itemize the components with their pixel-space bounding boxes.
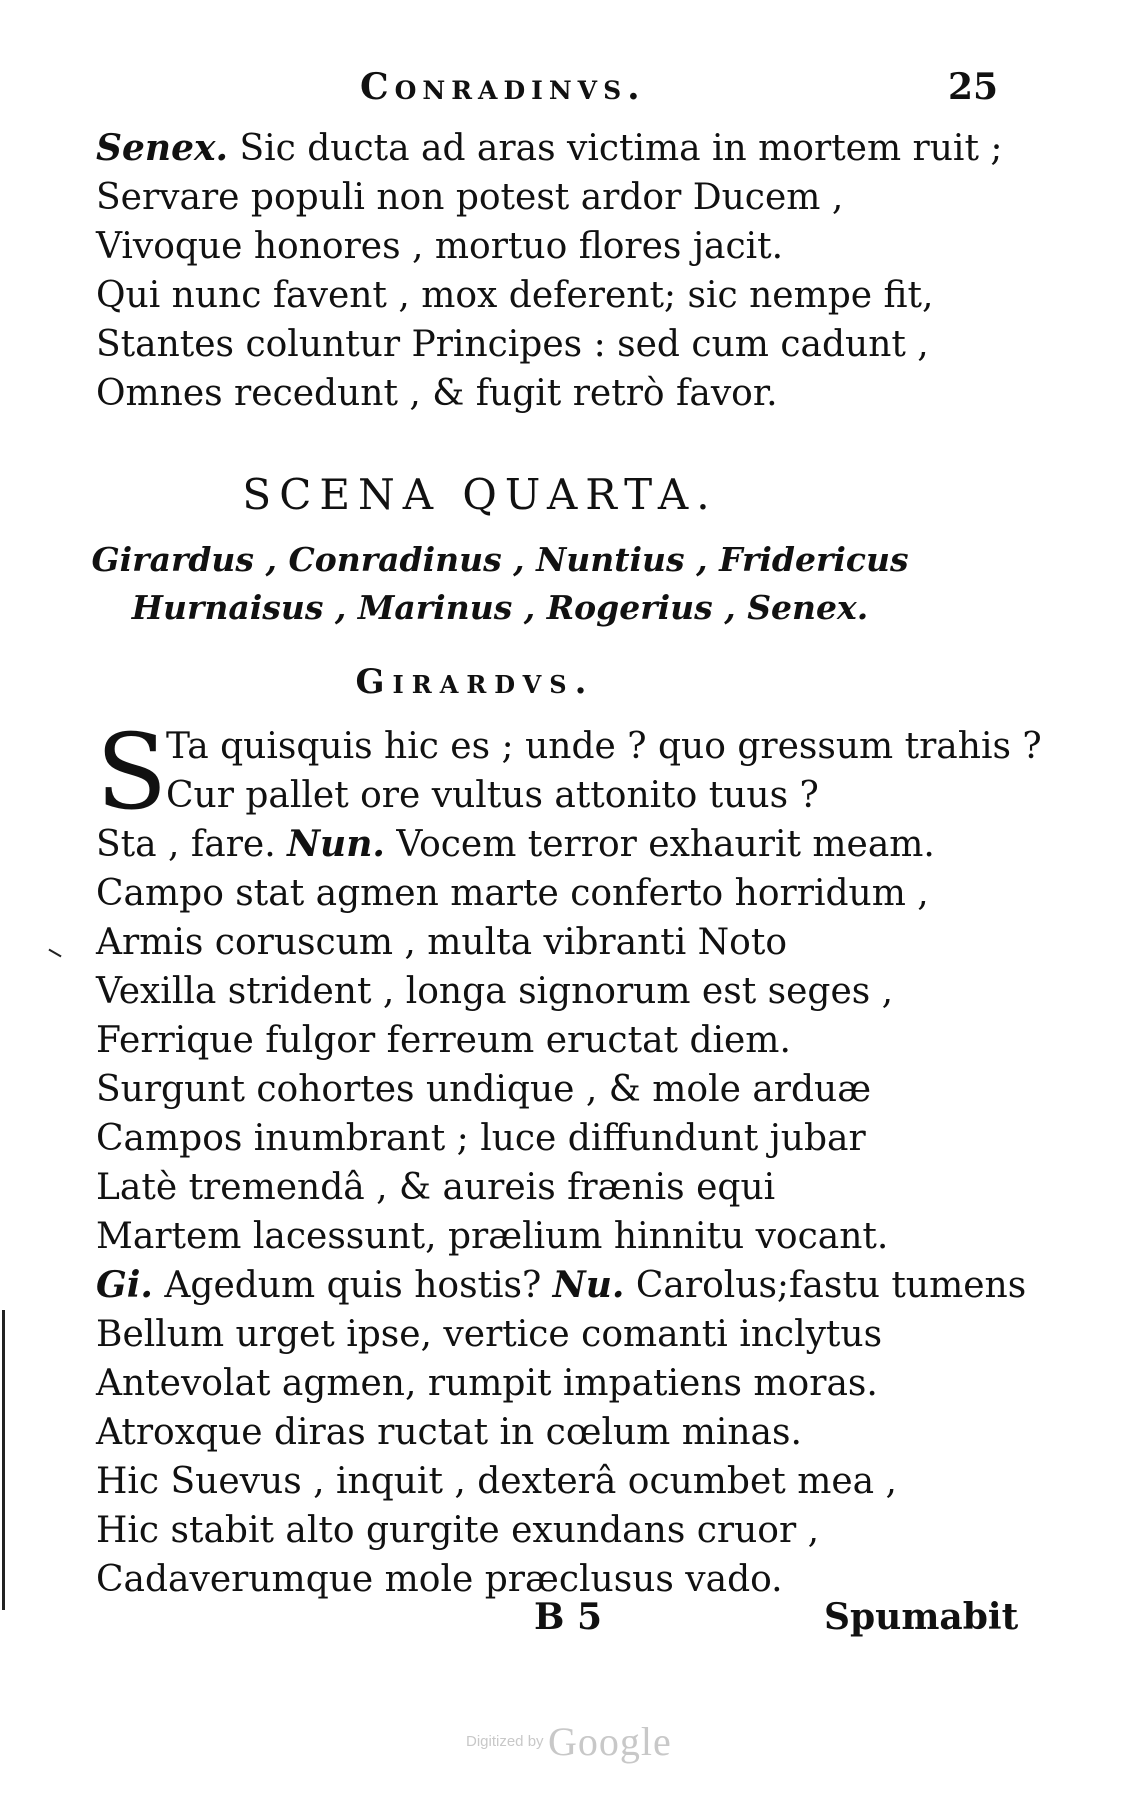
speaker-heading: Girardvs.	[355, 662, 595, 702]
verse-line: Atroxque diras ructat in cœlum minas.	[96, 1412, 802, 1453]
verse-line: Campo stat agmen marte conferto horridum ,	[96, 873, 929, 914]
verse-text: Vocem terror exhaurit meam.	[396, 824, 935, 865]
verse-line: Vivoque honores , mortuo flores jacit.	[96, 226, 784, 267]
cast-list-line: Hurnaisus , Marinus , Rogerius , Senex.	[131, 588, 869, 627]
verse-line: Qui nunc favent , mox deferent; sic nempe fit,	[96, 275, 934, 316]
verse-line: Servare populi non potest ardor Ducem ,	[96, 177, 844, 218]
verse-text: Carolus;fastu tumens	[635, 1265, 1027, 1306]
verse-text: Agedum quis hostis?	[164, 1265, 542, 1306]
watermark-prefix: Digitized by	[466, 1733, 544, 1750]
digitized-watermark	[466, 1718, 672, 1765]
verse-text: Sic ducta ad aras victima in mortem ruit ;	[239, 128, 1003, 169]
signature-mark: B 5	[534, 1596, 603, 1638]
scan-edge-mark	[2, 1310, 5, 1610]
top-speech	[96, 124, 1003, 418]
verse-line: Campos inumbrant ; luce diffundunt jubar	[96, 1118, 866, 1159]
verse-line: Stantes coluntur Principes : sed cum cadunt ,	[96, 324, 929, 365]
cast-list-line: Girardus , Conradinus , Nuntius , Fridericus	[91, 540, 909, 579]
verse-line	[96, 124, 1003, 173]
verse-line: Martem lacessunt, prælium hinnitu vocant.	[96, 1216, 889, 1257]
verse-text: Sta , fare.	[96, 824, 276, 865]
verse-line	[96, 820, 1026, 869]
page-number: 25	[948, 66, 999, 108]
speaker-label: Nun.	[287, 823, 385, 865]
verse-line: Cur pallet ore vultus attonito tuus ?	[166, 775, 819, 816]
verse-line: Omnes recedunt , & fugit retrò favor.	[96, 373, 778, 414]
scan-speck	[48, 949, 61, 958]
main-speech	[96, 820, 1026, 1604]
verse-line	[96, 1261, 1026, 1310]
watermark-brand: Google	[548, 1719, 672, 1764]
verse-line: Bellum urget ipse, vertice comanti inclytus	[96, 1314, 883, 1355]
speaker-label: Senex.	[96, 127, 228, 169]
speaker-label: Nu.	[552, 1264, 625, 1306]
verse-line: Ta quisquis hic es ; unde ? quo gressum trahis ?	[166, 726, 1042, 767]
drop-cap-initial: S	[96, 711, 168, 833]
running-head: Conradinvs.	[360, 66, 646, 108]
verse-line: Latè tremendâ , & aureis frænis equi	[96, 1167, 776, 1208]
verse-line: Armis coruscum , multa vibranti Noto	[96, 922, 787, 963]
verse-line: Vexilla strident , longa signorum est seges ,	[96, 971, 894, 1012]
verse-line: Antevolat agmen, rumpit impatiens moras.	[96, 1363, 878, 1404]
scene-title: SCENA QUARTA.	[242, 470, 718, 519]
verse-line: Hic stabit alto gurgite exundans cruor ,	[96, 1510, 820, 1551]
verse-line: Ferrique fulgor ferreum eructat diem.	[96, 1020, 791, 1061]
catchword: Spumabit	[824, 1596, 1019, 1638]
speaker-label: Gi.	[96, 1264, 153, 1306]
verse-line: Surgunt cohortes undique , & mole arduæ	[96, 1069, 872, 1110]
verse-line: Hic Suevus , inquit , dexterâ ocumbet mea ,	[96, 1461, 897, 1502]
verse-line: Cadaverumque mole præclusus vado.	[96, 1559, 783, 1600]
